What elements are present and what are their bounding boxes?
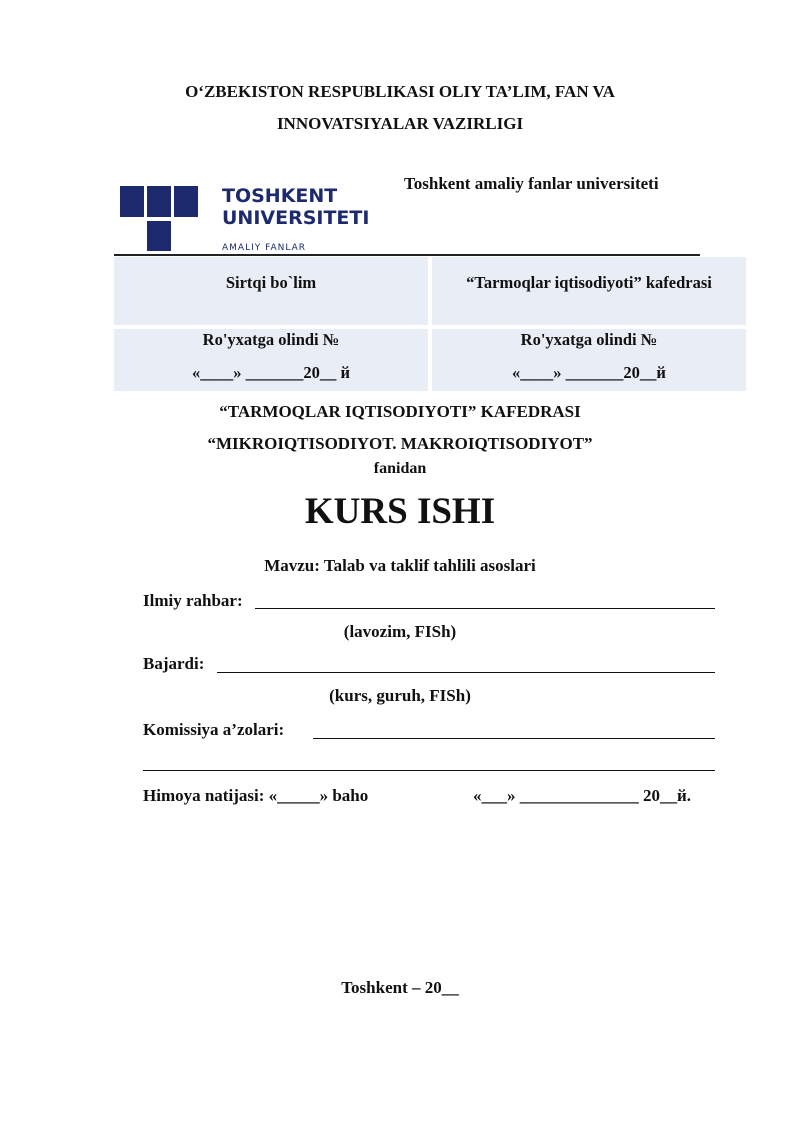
performed-hint: (kurs, guruh, FISh): [329, 686, 471, 705]
ministry-header: [0, 76, 800, 140]
kafedra-cell: [432, 257, 746, 325]
performed-label: Bajardi:: [143, 654, 205, 673]
registration-label-left: Ro'yxatga olindi №: [202, 330, 340, 349]
supervisor-label: Ilmiy rahbar:: [143, 591, 243, 610]
supervisor-hint: (lavozim, FISh): [343, 622, 457, 641]
university-logo: [120, 184, 370, 256]
university-name: Toshkent amaliy fanlar universiteti: [404, 174, 659, 193]
registration-label-right: Ro'yxatga olindi №: [520, 330, 658, 349]
ministry-line-2: INNOVATSIYALAR VAZIRLIGI: [276, 114, 524, 133]
kafedra-label: “Tarmoqlar iqtisodiyoti” kafedrasi: [466, 273, 712, 292]
subject-title: “MIKROIQTISODIYOT. MAKROIQTISODIYOT”: [207, 434, 593, 453]
supervisor-field-line: [255, 608, 715, 609]
supervisor-row: [143, 591, 243, 611]
commission-row: [143, 720, 284, 740]
logo-text-line-1: TOSHKENT: [222, 185, 338, 207]
registration-date-right: «____» _______20__й: [512, 363, 666, 382]
department-cell: [114, 257, 428, 325]
defense-result: Himoya natijasi: «_____» baho: [143, 786, 369, 805]
fanidan-label: fanidan: [373, 460, 427, 477]
performed-field-line: [217, 672, 715, 673]
logo-text-line-2: UNIVERSITETI: [222, 207, 370, 229]
commission-field-line-2: [143, 770, 715, 771]
registration-date-left: «____» _______20__ й: [191, 363, 350, 382]
commission-label: Komissiya a’zolari:: [143, 720, 285, 739]
registration-cell-left: [114, 329, 428, 391]
commission-field-line-1: [313, 738, 715, 739]
department-label: Sirtqi bo`lim: [225, 273, 317, 292]
ministry-line-1: O‘ZBEKISTON RESPUBLIKASI OLIY TA’LIM, FAN VA: [185, 82, 615, 101]
document-title: KURS ISHI: [304, 491, 496, 532]
kafedra-heading: [0, 396, 800, 460]
performed-row: [143, 654, 204, 674]
city-year: Toshkent – 20__: [341, 978, 459, 997]
registration-cell-right: [432, 329, 746, 391]
header-divider: [114, 254, 700, 256]
registration-table: [114, 257, 746, 391]
logo-text-line-3: AMALIY FANLAR: [222, 243, 306, 253]
topic-line: Mavzu: Talab va taklif tahlili asoslari: [264, 556, 536, 575]
kafedra-title: “TARMOQLAR IQTISODIYOTI” KAFEDRASI: [219, 402, 581, 421]
defense-date: «___» ______________ 20__й.: [473, 786, 692, 805]
